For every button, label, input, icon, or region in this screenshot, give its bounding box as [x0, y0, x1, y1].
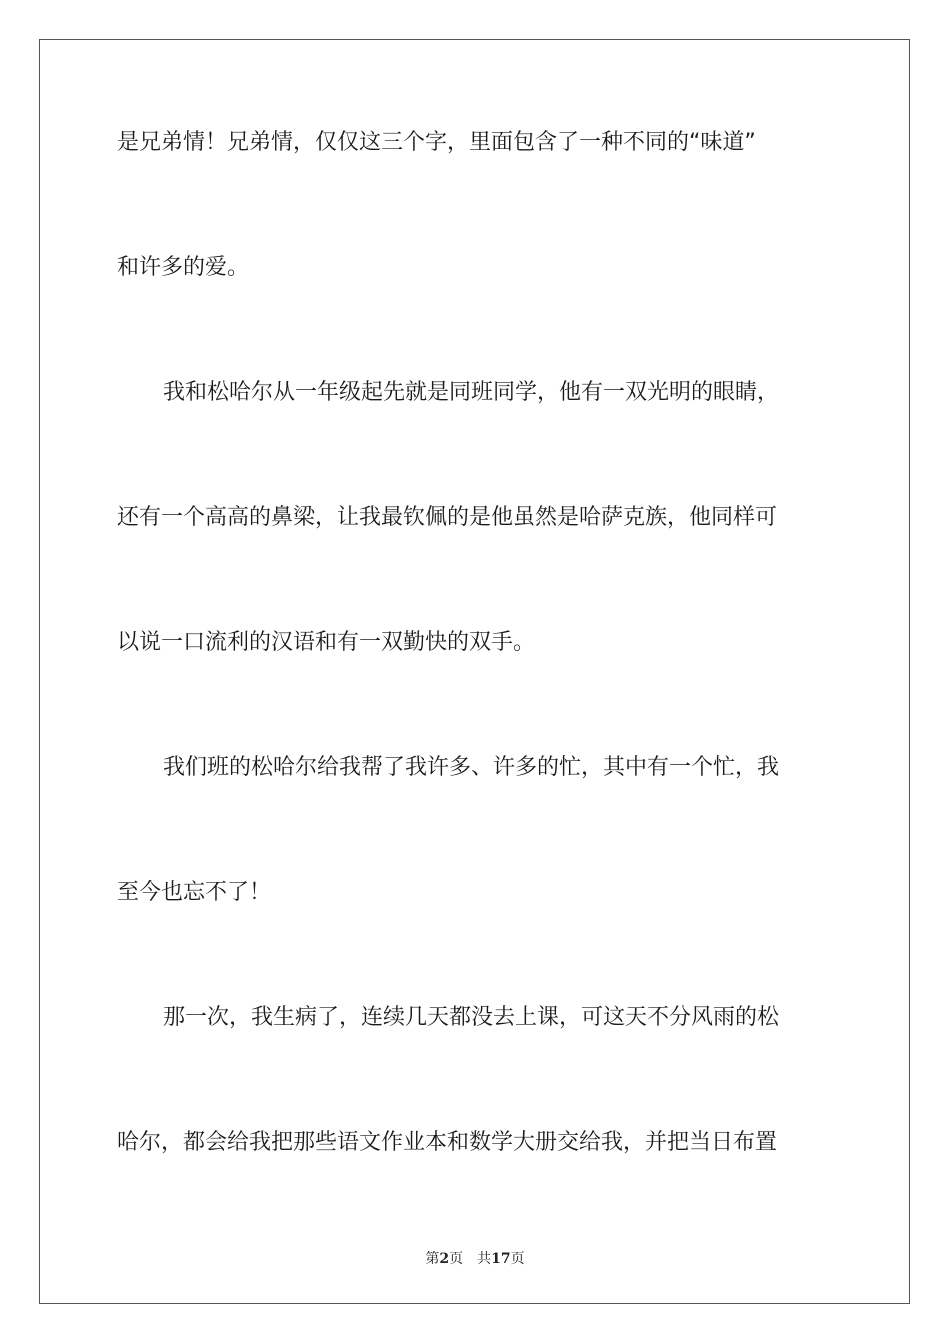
page-number: 2	[439, 1251, 450, 1267]
paragraph-line: 是兄弟情！兄弟情，仅仅这三个字，里面包含了一种不同的“味道”	[117, 130, 756, 155]
paragraph-line: 和许多的爱。	[117, 255, 250, 280]
paragraph-line: 我们班的松哈尔给我帮了我许多、许多的忙，其中有一个忙，我	[163, 755, 780, 780]
document-body	[117, 128, 833, 1253]
paragraph-line: 我和松哈尔从一年级起先就是同班同学，他有一双光明的眼睛，	[163, 380, 780, 405]
page-label-suffix: 页	[449, 1251, 464, 1267]
total-label-prefix: 共	[477, 1251, 492, 1267]
paragraph-line: 至今也忘不了！	[117, 880, 272, 905]
page-footer	[0, 1248, 950, 1268]
paragraph-line: 哈尔，都会给我把那些语文作业本和数学大册交给我，并把当日布置	[117, 1130, 778, 1155]
page-label-prefix: 第	[425, 1251, 440, 1267]
paragraph-line: 那一次，我生病了，连续几天都没去上课，可这天不分风雨的松	[163, 1005, 780, 1030]
total-label-suffix: 页	[510, 1251, 525, 1267]
paragraph-line: 还有一个高高的鼻梁，让我最钦佩的是他虽然是哈萨克族，他同样可	[117, 505, 778, 530]
paragraph-line: 以说一口流利的汉语和有一双勤快的双手。	[117, 630, 536, 655]
total-pages: 17	[491, 1251, 511, 1267]
